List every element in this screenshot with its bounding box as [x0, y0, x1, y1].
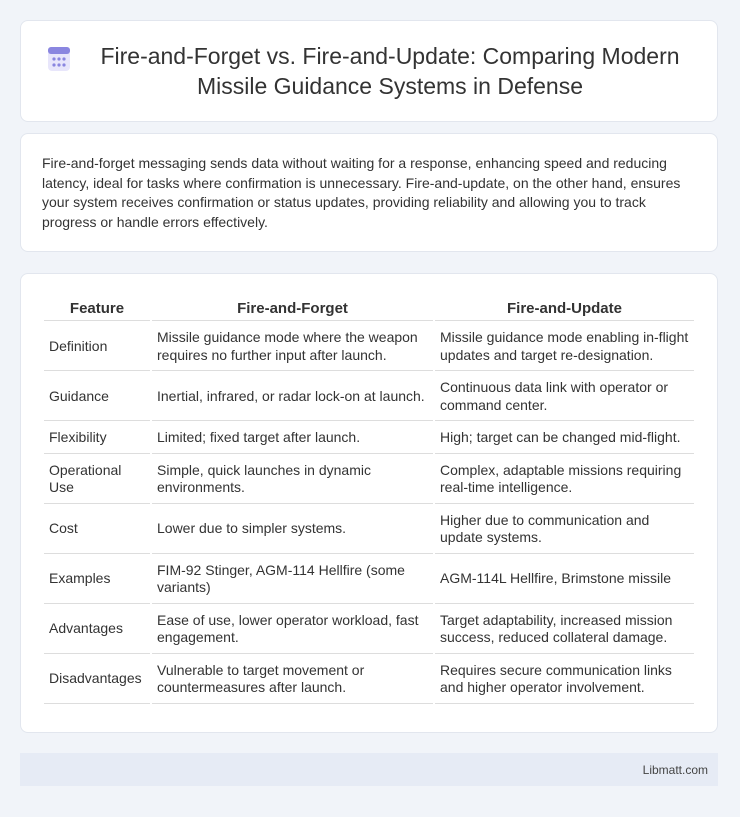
table-row: [44, 656, 694, 704]
table-row: [44, 456, 694, 504]
fire-and-update-cell: Target adaptability, increased mission success, reduced collateral damage.: [435, 606, 694, 654]
comparison-card: [20, 273, 718, 733]
fire-and-update-cell: Complex, adaptable missions requiring real-time intelligence.: [435, 456, 694, 504]
feature-cell: Flexibility: [44, 423, 150, 454]
feature-cell: Operational Use: [44, 456, 150, 504]
fire-and-forget-cell: Simple, quick launches in dynamic environments.: [152, 456, 433, 504]
title-card: [20, 20, 718, 122]
fire-and-update-cell: Requires secure communication links and higher operator involvement.: [435, 656, 694, 704]
fire-and-forget-cell: Ease of use, lower operator workload, fast engagement.: [152, 606, 433, 654]
feature-cell: Guidance: [44, 373, 150, 421]
calculator-icon: [45, 45, 73, 73]
fire-and-update-cell: Higher due to communication and update systems.: [435, 506, 694, 554]
fire-and-forget-cell: Vulnerable to target movement or countermeasures after launch.: [152, 656, 433, 704]
footer-site-link[interactable]: Libmatt.com: [642, 762, 708, 777]
table-header-row: [44, 296, 694, 321]
fire-and-forget-cell: FIM-92 Stinger, AGM-114 Hellfire (some variants): [152, 556, 433, 604]
fire-and-update-cell: AGM-114L Hellfire, Brimstone missile: [435, 556, 694, 604]
footer: [20, 753, 718, 786]
table-row: [44, 606, 694, 654]
feature-cell: Disadvantages: [44, 656, 150, 704]
fire-and-forget-cell: Inertial, infrared, or radar lock-on at launch.: [152, 373, 433, 421]
comparison-table: [42, 294, 696, 706]
feature-cell: Advantages: [44, 606, 150, 654]
fire-and-forget-cell: Limited; fixed target after launch.: [152, 423, 433, 454]
fire-and-update-cell: High; target can be changed mid-flight.: [435, 423, 694, 454]
table-row: [44, 323, 694, 371]
intro-card: [20, 133, 718, 252]
table-row: [44, 373, 694, 421]
feature-cell: Definition: [44, 323, 150, 371]
header-feature: Feature: [44, 296, 150, 321]
header-fire-and-update: Fire-and-Update: [435, 296, 694, 321]
intro-paragraph: Fire-and-forget messaging sends data without waiting for a response, enhancing speed and reducing latency, ideal for tasks where confirmation is unnecessary. Fire-and-update, on the other hand, ensures your system receives confirmation or status updates, providing reliability and allowing you to track progress or handle errors effectively.: [42, 155, 681, 230]
table-row: [44, 506, 694, 554]
fire-and-forget-cell: Missile guidance mode where the weapon requires no further input after launch.: [152, 323, 433, 371]
fire-and-forget-cell: Lower due to simpler systems.: [152, 506, 433, 554]
page-title: Fire-and-Forget vs. Fire-and-Update: Comparing Modern Missile Guidance Systems in Defense: [100, 43, 680, 99]
feature-cell: Cost: [44, 506, 150, 554]
fire-and-update-cell: Missile guidance mode enabling in-flight updates and target re-designation.: [435, 323, 694, 371]
header-fire-and-forget: Fire-and-Forget: [152, 296, 433, 321]
table-row: [44, 423, 694, 454]
table-row: [44, 556, 694, 604]
fire-and-update-cell: Continuous data link with operator or command center.: [435, 373, 694, 421]
feature-cell: Examples: [44, 556, 150, 604]
title-wrap: [21, 41, 717, 101]
